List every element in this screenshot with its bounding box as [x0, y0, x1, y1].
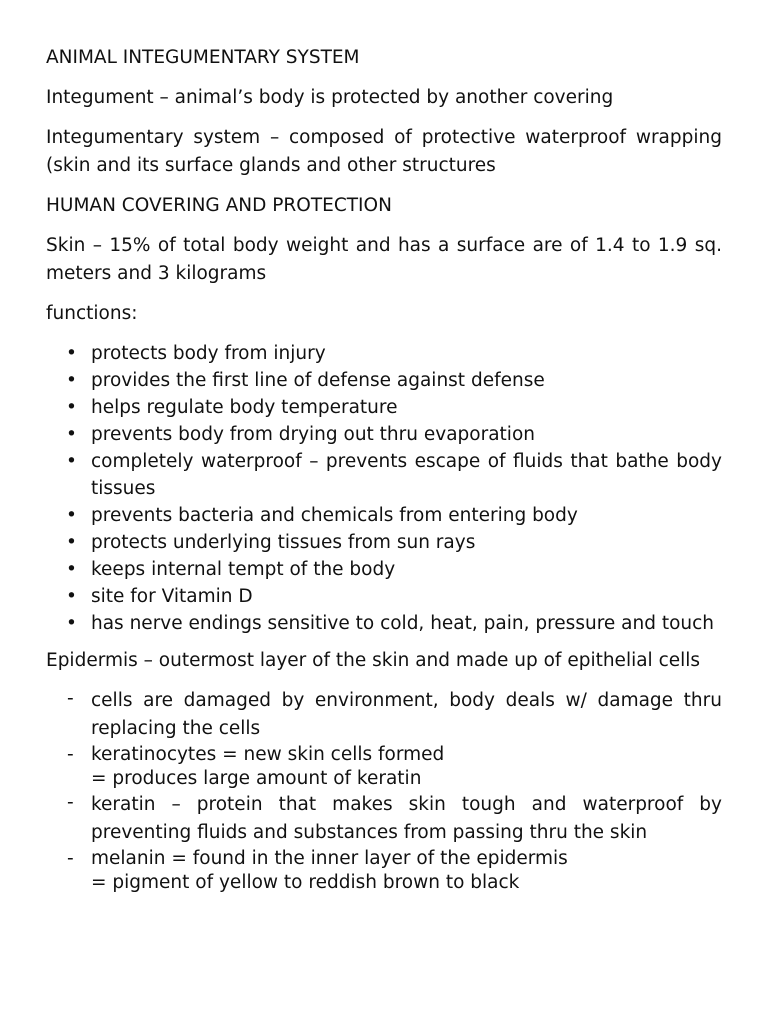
epidermis-definition: Epidermis – outermost layer of the skin and made up of epithelial cells	[46, 650, 701, 671]
skin-definition: Skin – 15% of total body weight and has a surface are of 1.4 to 1.9 sq. meters and 3 kilograms	[46, 235, 722, 284]
epidermis-point-text: - melanin = found in the inner layer of the epidermis	[91, 848, 568, 869]
epidermis-point-subtext: = produces large amount of keratin	[91, 768, 422, 789]
function-item: • protects underlying tissues from sun rays	[46, 529, 722, 556]
integumentary-system-definition: Integumentary system – composed of protective waterproof wrapping (skin and its surface glands and other structures	[46, 127, 722, 176]
epidermis-point	[46, 687, 722, 743]
function-item: • completely waterproof – prevents escape of fluids that bathe body tissues	[46, 448, 722, 502]
function-item: • prevents bacteria and chemicals from entering body	[46, 502, 722, 529]
function-item: • helps regulate body temperature	[46, 394, 722, 421]
integument-definition: Integument – animal’s body is protected by another covering	[46, 87, 614, 108]
function-item: • keeps internal tempt of the body	[46, 556, 722, 583]
epidermis-point-text: - keratinocytes = new skin cells formed	[91, 744, 445, 765]
function-item: • prevents body from drying out thru evaporation	[46, 421, 722, 448]
epidermis-point	[46, 791, 722, 847]
epidermis-point-subtext: = pigment of yellow to reddish brown to black	[91, 872, 520, 893]
epidermis-point-text: - cells are damaged by environment, body deals w/ damage thru replacing the cells	[91, 690, 722, 739]
epidermis-point	[46, 847, 722, 895]
section-heading-animal-integumentary: ANIMAL INTEGUMENTARY SYSTEM	[46, 47, 360, 68]
function-item: • provides the first line of defense against defense	[46, 367, 722, 394]
function-item: • site for Vitamin D	[46, 583, 722, 610]
function-item: • has nerve endings sensitive to cold, heat, pain, pressure and touch	[46, 610, 722, 637]
functions-list	[46, 340, 722, 637]
epidermis-point	[46, 743, 722, 791]
section-heading-human-covering: HUMAN COVERING AND PROTECTION	[46, 195, 392, 216]
epidermis-point-text: - keratin – protein that makes skin tough and waterproof by preventing fluids and substances from passing thru the skin	[91, 794, 722, 843]
epidermis-points-list	[46, 687, 722, 895]
function-item: • protects body from injury	[46, 340, 722, 367]
functions-label: functions:	[46, 303, 138, 324]
document-page	[46, 44, 722, 895]
